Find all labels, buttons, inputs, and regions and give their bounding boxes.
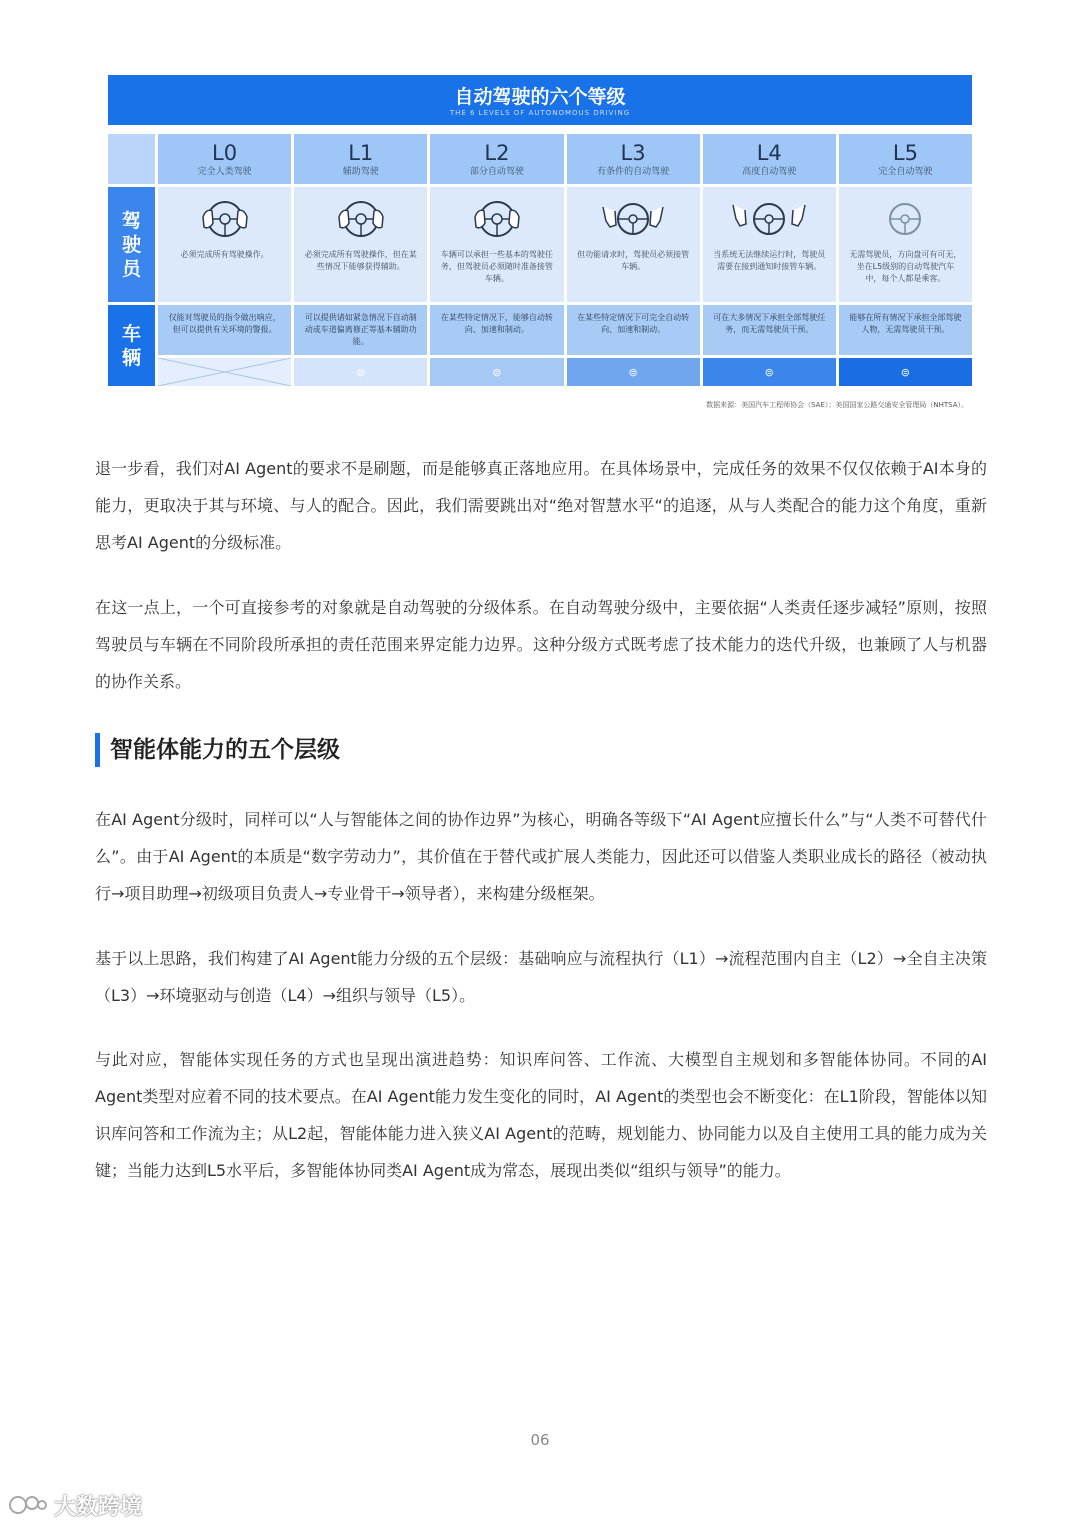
vehicle-text: 仅能对驾驶员的指令做出响应，但可以提供有关环境的警报。	[168, 313, 281, 334]
driver-cell-l4	[703, 187, 836, 302]
autonomy-bar-l0	[158, 358, 291, 386]
autonomous-driving-levels-figure	[108, 75, 972, 410]
vehicle-text: 可在大多情况下承担全部驾驶任务，而无需驾驶员干预。	[713, 313, 826, 334]
section-title: 智能体能力的五个层级	[95, 733, 340, 767]
row-label-char: 辆	[121, 346, 141, 369]
paragraph-4: 基于以上思路，我们构建了AI Agent能力分级的五个层级：基础响应与流程执行（L1）→流程范围内自主（L2）→全自主决策（L3）→环境驱动与创造（L4）→组织与领导（L5）。	[95, 949, 987, 1005]
vehicle-text: 在某些特定情况下可完全自动转向、加速和制动。	[577, 313, 690, 334]
vehicle-cell-l3	[567, 305, 700, 355]
level-header-l0	[158, 134, 291, 184]
levels-grid	[108, 134, 972, 386]
paragraph-2: 在这一点上，一个可直接参考的对象就是自动驾驶的分级体系。在自动驾驶分级中，主要依据“人类责任逐步减轻”原则，按照驾驶员与车辆在不同阶段所承担的责任范围来界定能力边界。这种分级方式既考虑了技术能力的迭代升级，也兼顾了人与机器的协作关系。	[95, 598, 987, 691]
driver-cell-l1	[294, 187, 427, 302]
row-label-char: 车	[121, 322, 141, 345]
level-code: L0	[212, 141, 238, 165]
row-label-char: 驶	[121, 233, 141, 256]
driver-cell-l2	[430, 187, 563, 302]
vehicle-cell-l2	[430, 305, 563, 355]
vehicle-cell-l1	[294, 305, 427, 355]
figure-source: 数据来源：美国汽车工程师协会（SAE）；美国国家公路交通安全管理局（NHTSA）。	[706, 401, 968, 409]
driver-text: 必须完成所有驾驶操作，但在某些情况下能够获得辅助。	[304, 250, 417, 271]
vehicle-text: 在某些特定情况下，能够自动转向、加速和制动。	[440, 313, 553, 334]
level-name: 完全人类驾驶	[197, 167, 252, 177]
figure-title-bar	[108, 75, 972, 128]
paragraph-5: 与此对应，智能体实现任务的方式也呈现出演进趋势：知识库问答、工作流、大模型自主规划和多智能体协同。不同的AI Agent类型对应着不同的技术要点。在AI Agent能力发生变化的同时，AI Agent的类型也会不断变化：在L1阶段，智能体以知识库问答和工作流为主；从L2起，智能体能力进入狭义AI Agent的范畴，规划能力、协同能力以及自主使用工具的能力成为关键；当能力达到L5水平后，多智能体协同类AI Agent成为常态，展现出类似“组织与领导”的能力。	[95, 1050, 987, 1180]
paragraph-1: 退一步看，我们对AI Agent的要求不是刷题，而是能够真正落地应用。在具体场景中，完成任务的效果不仅仅依赖于AI本身的能力，更取决于其与环境、与人的配合。因此，我们需要跳出对“绝对智慧水平“的追逐，从与人类配合的能力这个角度，重新思考AI Agent的分级标准。	[95, 459, 987, 552]
vehicle-text: 可以提供诸如紧急情况下自动制动或车道偏离修正等基本辅助功能。	[304, 313, 417, 346]
level-code: L5	[892, 141, 918, 165]
paragraph-3: 在AI Agent分级时，同样可以“人与智能体之间的协作边界”为核心，明确各等级下“AI Agent应擅长什么”与“人类不可替代什么”。由于AI Agent的本质是“数字劳动力”，其价值在于替代或扩展人类能力，因此还可以借鉴人类职业成长的路径（被动执行→项目助理→初级项目负责人→专业骨干→领导者），来构建分级框架。	[95, 810, 987, 903]
empty-bar-cross-icon	[158, 358, 291, 386]
level-name: 部分自动驾驶	[469, 167, 524, 177]
level-code: L4	[756, 141, 782, 165]
driver-cell-l5	[839, 187, 972, 302]
autonomy-bar-l2	[430, 358, 563, 386]
page-number: 06	[530, 1431, 550, 1449]
level-header-l1	[294, 134, 427, 184]
vehicle-text: 能够在所有情况下承担全部驾驶人物，无需驾驶员干预。	[849, 313, 962, 334]
driver-text: 必须完成所有驾驶操作。	[180, 250, 269, 259]
steering-wheel-icon	[883, 197, 927, 241]
level-code: L1	[348, 141, 374, 165]
driver-text: 当系统无法继续运行时，驾驶员需要在接到通知时接管车辆。	[713, 250, 826, 271]
autonomy-bar-l3	[567, 358, 700, 386]
level-name: 辅助驾驶	[342, 167, 379, 177]
hands-on-wheel-icon	[471, 197, 523, 241]
watermark-text: 大数跨境	[54, 1494, 143, 1520]
row-label-char: 驾	[121, 209, 141, 232]
driver-text: 但功能请求时，驾驶员必须接管车辆。	[577, 250, 690, 271]
car-icon: ⊜	[356, 365, 366, 379]
watermark-logo-icon	[8, 1493, 48, 1517]
level-header-l2	[430, 134, 563, 184]
hands-on-wheel-icon	[335, 197, 387, 241]
vehicle-cell-l0	[158, 305, 291, 355]
row-label-vehicle	[108, 305, 155, 386]
level-name: 完全自动驾驶	[878, 167, 933, 177]
vehicle-cell-l4	[703, 305, 836, 355]
driver-text: 无需驾驶员，方向盘可有可无，坐在L5级别的自动驾驶汽车中，每个人都是乘客。	[849, 250, 962, 283]
figure-title: 自动驾驶的六个等级	[454, 86, 626, 108]
level-code: L3	[620, 141, 646, 165]
level-header-l5	[839, 134, 972, 184]
figure-subtitle: THE 6 LEVELS OF AUTONOMOUS DRIVING	[449, 109, 631, 117]
level-code: L2	[484, 141, 510, 165]
autonomy-bar-l5	[839, 358, 972, 386]
autonomy-bar-l1	[294, 358, 427, 386]
driver-cell-l3	[567, 187, 700, 302]
driver-cell-l0	[158, 187, 291, 302]
hands-off-wheel-icon	[597, 197, 669, 241]
car-icon: ⊜	[628, 365, 638, 379]
autonomy-bar-l4	[703, 358, 836, 386]
car-icon: ⊜	[764, 365, 774, 379]
level-name: 有条件的自动驾驶	[597, 167, 670, 177]
car-icon: ⊜	[900, 365, 911, 379]
level-name: 高度自动驾驶	[742, 167, 797, 177]
level-header-l4	[703, 134, 836, 184]
driver-text: 车辆可以承担一些基本的驾驶任务，但驾驶员必须随时准备接管车辆。	[440, 250, 553, 283]
hands-off-wheel-icon	[729, 197, 809, 241]
vehicle-cell-l5	[839, 305, 972, 355]
watermark	[8, 1490, 142, 1520]
level-header-l3	[567, 134, 700, 184]
car-icon: ⊜	[492, 365, 502, 379]
row-label-char: 员	[121, 257, 141, 280]
hands-on-wheel-icon	[199, 197, 251, 241]
grid-corner	[108, 134, 155, 184]
row-label-driver	[108, 187, 155, 302]
